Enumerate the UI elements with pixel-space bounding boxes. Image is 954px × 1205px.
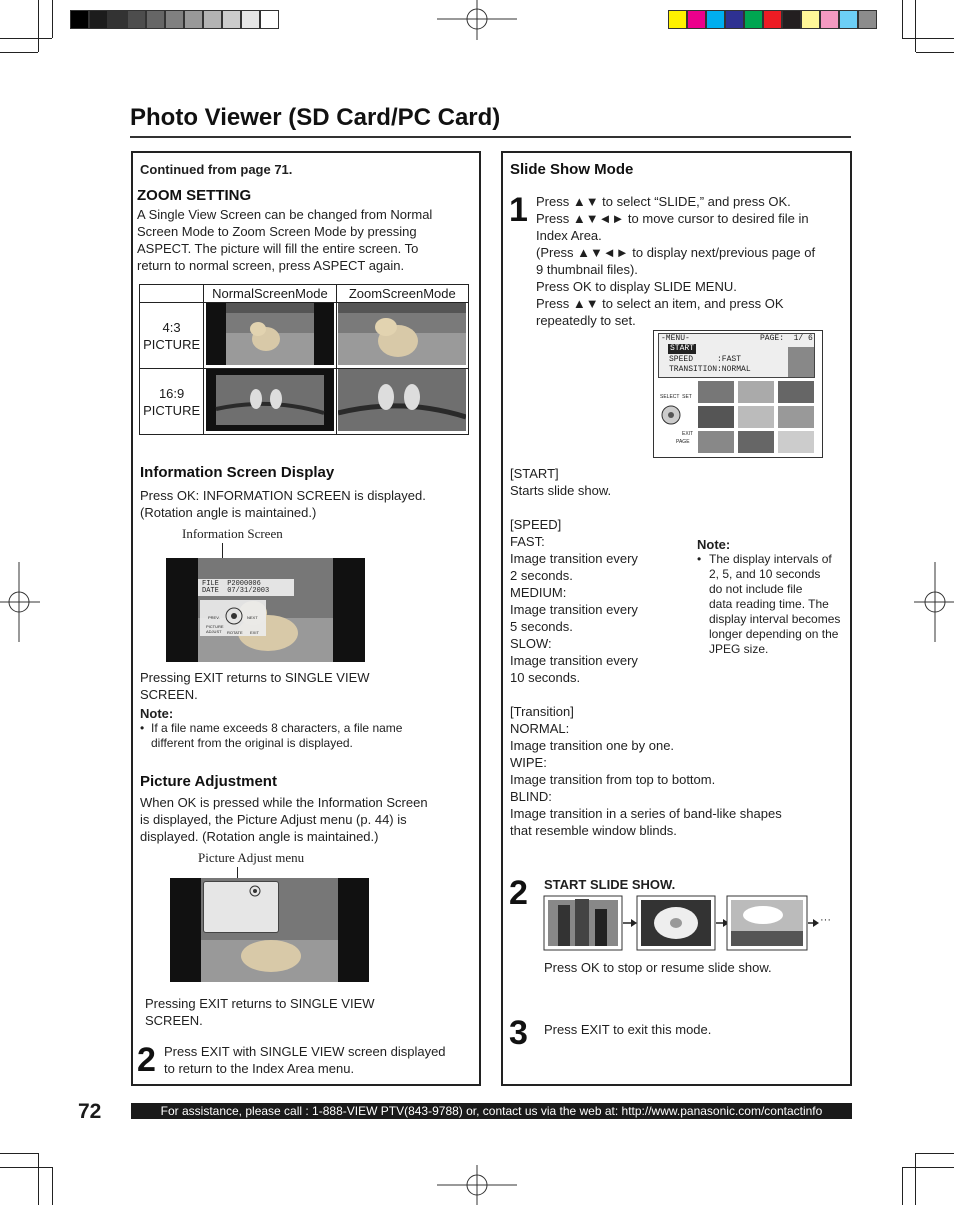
menu-dpad-icon: [660, 404, 682, 426]
zoom-4-3-image: [336, 303, 468, 369]
adjust-caption: Picture Adjust menu: [198, 850, 305, 865]
page-title: Photo Viewer (SD Card/PC Card): [130, 104, 501, 131]
info-exit-text: Pressing EXIT returns to SINGLE VIEW SCREEN.: [140, 670, 370, 702]
zoom-heading: ZOOM SETTING: [137, 187, 252, 204]
grayscale-swatches: [70, 10, 279, 29]
note-text-left: If a file name exceeds 8 characters, a file name different from the original is displayed.: [151, 721, 403, 750]
menu-page-btn: PAGE: [676, 439, 690, 445]
note-text-right: The display intervals of 2, 5, and 10 seconds do not include file data reading time. The display interval becomes longer depending on the JPEG size.: [709, 552, 841, 656]
registration-mark-top: [437, 0, 517, 40]
adjust-exit-text: Pressing EXIT returns to SINGLE VIEW SCREEN.: [145, 996, 375, 1028]
step1-number: 1: [509, 191, 528, 229]
options-text: [START] Starts slide show. [SPEED] FAST: Image transition every 2 seconds. MEDIUM: Image transition every 5 seconds. SLOW: Image transition every 10 seconds. [Transition] NORMAL: Image transition one by one. WIPE: Image transition from top to bottom. BLIND: Image transition in a series of band-like shapes that resemble window blinds.: [510, 466, 782, 838]
registration-mark-right: [914, 562, 954, 642]
slideshow-ellipsis: ···: [820, 914, 831, 926]
menu-select-set: SELECT SET: [660, 394, 692, 400]
menu-thumbnails: [698, 381, 816, 453]
info-heading: Information Screen Display: [140, 464, 335, 481]
title-rule: [130, 136, 851, 138]
page-number: 72: [78, 1100, 102, 1123]
menu-preview-box: [788, 347, 814, 377]
normal-4-3-image: [204, 303, 336, 369]
row-4-3-label: 4:3 PICTURE: [140, 303, 204, 369]
slideshow-sequence: [543, 895, 833, 951]
menu-transition[interactable]: TRANSITION:NORMAL: [669, 365, 751, 374]
zoom-16-9-image: [336, 369, 468, 435]
info-exit: EXIT: [250, 630, 259, 635]
info-date-line: DATE 07/31/2003: [202, 587, 270, 595]
slide-heading: Slide Show Mode: [510, 161, 634, 178]
assistance-footer: For assistance, please call : 1-888-VIEW PTV(843-9788) or, contact us via the web at: http://www.panasonic.com/contactinfo: [131, 1103, 852, 1119]
info-prev: PREV.: [208, 615, 220, 620]
adjust-text: When OK is pressed while the Information Screen is displayed, the Picture Adjust menu (p. 44) is displayed. (Rotation angle is maintained.): [140, 795, 428, 844]
info-picture-adjust: PICTURE ADJUST: [206, 624, 224, 634]
info-text: Press OK: INFORMATION SCREEN is displayed. (Rotation angle is maintained.): [140, 488, 426, 520]
step3-number: 3: [509, 1014, 528, 1052]
step1-text: Press ▲▼ to select “SLIDE,” and press OK. Press ▲▼◄► to move cursor to desired file in Index Area. (Press ▲▼◄► to display next/previous page of 9 thumbnail files). Press OK to display SLIDE MENU. Press ▲▼ to select an item, and press OK repeatedly to set.: [536, 194, 816, 328]
adjust-menu-box: [203, 881, 279, 933]
registration-mark-left: [0, 562, 40, 642]
info-screen-image: [166, 558, 365, 662]
menu-page: PAGE: 1/ 6: [760, 334, 813, 343]
left-step2-text: Press EXIT with SINGLE VIEW screen displayed to return to the Index Area menu.: [164, 1044, 446, 1076]
menu-exit: EXIT: [682, 431, 694, 437]
adjust-heading: Picture Adjustment: [140, 773, 277, 790]
normal-16-9-image: [204, 369, 336, 435]
step2-heading: START SLIDE SHOW.: [544, 877, 676, 892]
info-file-line: FILE P2000006: [202, 580, 261, 588]
step3-text: Press EXIT to exit this mode.: [544, 1022, 712, 1037]
note-label-left: Note:: [140, 706, 174, 721]
dpad-icon: [224, 606, 244, 626]
picture-adjust-image: [170, 878, 369, 982]
menu-label: -MENU-: [661, 334, 690, 343]
col-normal-header: NormalScreenMode: [204, 285, 336, 303]
color-swatches: [668, 10, 877, 29]
adjust-dpad-icon: [248, 884, 262, 898]
info-rotate: ROTATE: [227, 630, 243, 635]
slide-menu-image: [653, 330, 823, 458]
note-bullet-right: •: [697, 552, 702, 566]
col-zoom-header: ZoomScreenMode: [336, 285, 468, 303]
zoom-table: [139, 284, 469, 435]
step2-number: 2: [509, 874, 528, 912]
row-16-9-label: 16:9 PICTURE: [140, 369, 204, 435]
continued-label: Continued from page 71.: [140, 162, 293, 177]
note-bullet-left: •: [140, 721, 145, 735]
step2-text: Press OK to stop or resume slide show.: [544, 960, 772, 975]
left-step2-number: 2: [137, 1041, 156, 1079]
info-caption: Information Screen: [182, 526, 283, 541]
note-label-right: Note:: [697, 537, 731, 552]
registration-mark-bottom: [437, 1165, 517, 1205]
menu-start[interactable]: START: [670, 344, 695, 353]
zoom-text: A Single View Screen can be changed from Normal Screen Mode to Zoom Screen Mode by pressing ASPECT. The picture will fill the entire screen. To return to normal screen, press ASPECT again.: [137, 207, 433, 273]
info-next: NEXT: [247, 615, 258, 620]
menu-speed[interactable]: SPEED :FAST: [669, 355, 742, 364]
